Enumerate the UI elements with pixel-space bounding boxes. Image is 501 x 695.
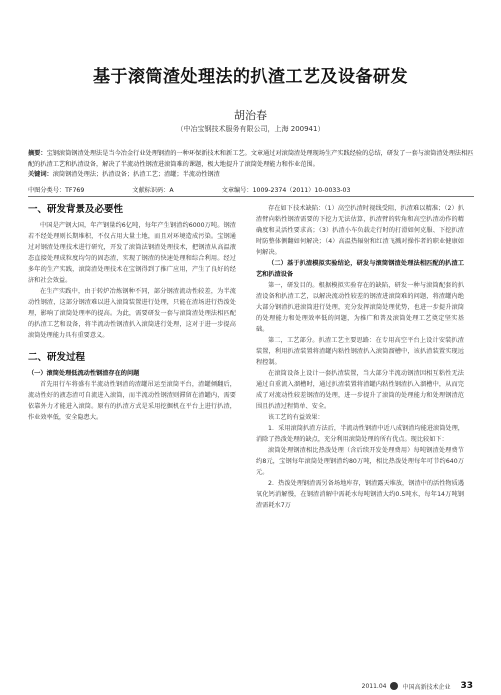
section-heading-2: 二、研发过程	[28, 352, 86, 363]
paragraph: 首先用行车将盛有半流动性钢渣的渣罐吊运至滚筒平台，渣罐倾翻后，流动性好的液态渣可自流进入滚筒，而半流动性钢渣则滞留在渣罐内，需要依靠外力才能进入滚筒。原有的扒渣方式是采用挖掘机在平台上进行扒渣，作业效率低，安全隐患大。	[28, 381, 236, 421]
paper-title: 基于滚筒渣处理法的扒渣工艺及设备研发	[93, 67, 408, 87]
clc-number: 中图分类号：TF769	[28, 187, 85, 194]
paragraph: 中国是产钢大国，年产钢量约6亿吨，每年产生钢渣约6000万吨。钢渣若不经处理则长期堆积，不仅占用大量土地，而且对环境造成污染。宝钢通过对钢渣处理技术进行研究，开发了滚筒法钢渣处理技术，把钢渣从高温液态直接处理成粒度均匀的固态渣，实现了钢渣的快速处理和综合利用。经过多年的生产实践，滚筒渣处理技术在宝钢得到了推广应用，产生了良好的经济和社会效益。	[28, 222, 236, 284]
keywords-label: 关键词：	[28, 171, 53, 178]
right-column	[256, 203, 464, 511]
abstract-block	[28, 149, 474, 181]
page-footer	[362, 681, 473, 691]
left-column	[28, 203, 236, 423]
paragraph: 该工艺的有益效果：	[268, 414, 324, 421]
paragraph: 2．热泼处理钢渣需另备场地库存，钢渣露天堆放，钢渣中的活性物质遇氧化钙消解慢，在钢渣消解中需耗水每吨钢渣大约0.5吨水，每年14万吨钢渣需耗水7万	[256, 480, 464, 509]
paragraph: 在生产实践中，由于转炉冶炼钢种不同，部分钢渣流动性较差，为半流动性钢渣，这部分钢渣难以进入滚筒装置进行处理，只能在渣场进行热泼处理，影响了滚筒处理率的提高。为此，需要研发一套与滚筒渣处理法相匹配的扒渣工艺和设备，将半流动性钢渣扒入滚筒进行处理，这对于进一步提高滚筒处理能力具有重要意义。	[28, 288, 236, 339]
paragraph: 第一，研发目的。根据模拟实验存在的缺陷，研发一种与滚筒配套的扒渣设备和扒渣工艺，以解决流动性较差的钢渣进滚筒难的问题，将渣罐内绝大部分钢渣扒进滚筒进行处理，充分发挥滚筒处理优势，也进一步提升滚筒的处理能力和处理效率低的问题，为推广和普及滚筒处理工艺奠定坚实基础。	[256, 282, 464, 333]
paragraph: 1．采用滚筒扒渣方法后，半流动性钢渣中近八成钢渣均能进滚筒处理，消除了热泼处理的缺点，充分利用滚筒处理的所有优点。现比较如下：	[256, 425, 464, 443]
author-name: 胡治春	[234, 109, 267, 122]
author-affiliation: （中冶宝钢技术服务有限公司，上海 200941）	[176, 125, 325, 133]
paragraph: 在滚筒设备上设计一套扒渣装置，当大部分半流动钢渣因相互粘性无法通过自重流入溜槽时，通过扒渣装置将渣罐内粘性钢渣扒入溜槽中，从而完成了对流动性较差钢渣的处理，进一步提升了滚筒的处理能力和处理钢渣范围且扒渣过程简单、安全。	[256, 370, 464, 410]
paragraph: 滚筒处理钢渣相比热泼处理（含后续开发处理费用）每吨钢渣处理费节约8元，宝钢每年滚筒处理钢渣约80万吨，相比热泼处理每年可节约640万元。	[256, 447, 464, 476]
section-heading-1: 一、研发背景及必要性	[28, 204, 124, 215]
keywords-text: 滚筒钢渣处理法；扒渣设备；扒渣工艺；渣罐；半流动性钢渣	[52, 171, 220, 178]
issue-date: 2011.04	[361, 682, 387, 690]
abstract-text: 宝钢滚筒钢渣处理法是当今冶金行业处理钢渣的一种环保新技术和新工艺。文章通过对滚筒渣处理现场生产实践经验的总结，研发了一套与滚筒渣处理法相匹配的扒渣工艺和扒渣设备，解决了半流动性钢渣进滚筒难的课题，极大地提升了滚筒处理能力和作业范围。	[28, 150, 474, 168]
paragraph: 存在如下技术缺陷：（1）高空扒渣时视线受阻，扒渣难以精准；（2）扒渣臂向粘性钢渣需要的下挖力无法估算，扒渣臂的转角和高空扒渣动作的精确度和灵活性要求高；（3）扒渣小车负载走行时的打滑如何克服、下挖扒渣时防整体侧翻如何解决；（4）高温热辐射和红渣飞溅对操作者的职业健康如何解决。	[256, 205, 464, 256]
journal-name: 中国高新技术企业	[402, 683, 451, 691]
article-number: 文章编号：1009-2374（2011）10-0033-03	[221, 187, 351, 194]
document-code: 文献标识码：A	[132, 187, 174, 194]
divider-line	[28, 196, 474, 197]
page-number: 33	[460, 681, 473, 691]
subsection-heading: （一）滚筒处理低流动性钢渣存在的问题	[28, 370, 140, 377]
abstract-label: 摘要：	[28, 150, 47, 157]
journal-logo-icon	[390, 682, 398, 690]
paragraph: 第二，工艺部分。扒渣工艺主要思路：在专用高空平台上设计安装扒渣装置，利用扒渣装置将渣罐内粘性钢渣扒入滚筒溜槽中，该扒渣装置实现远程控制。	[256, 337, 464, 366]
subsection-heading: （二）基于扒渣模拟实验结论，研发与滚筒钢渣处理法相匹配的扒渣工艺和扒渣设备	[256, 260, 464, 278]
article-meta	[28, 185, 474, 194]
